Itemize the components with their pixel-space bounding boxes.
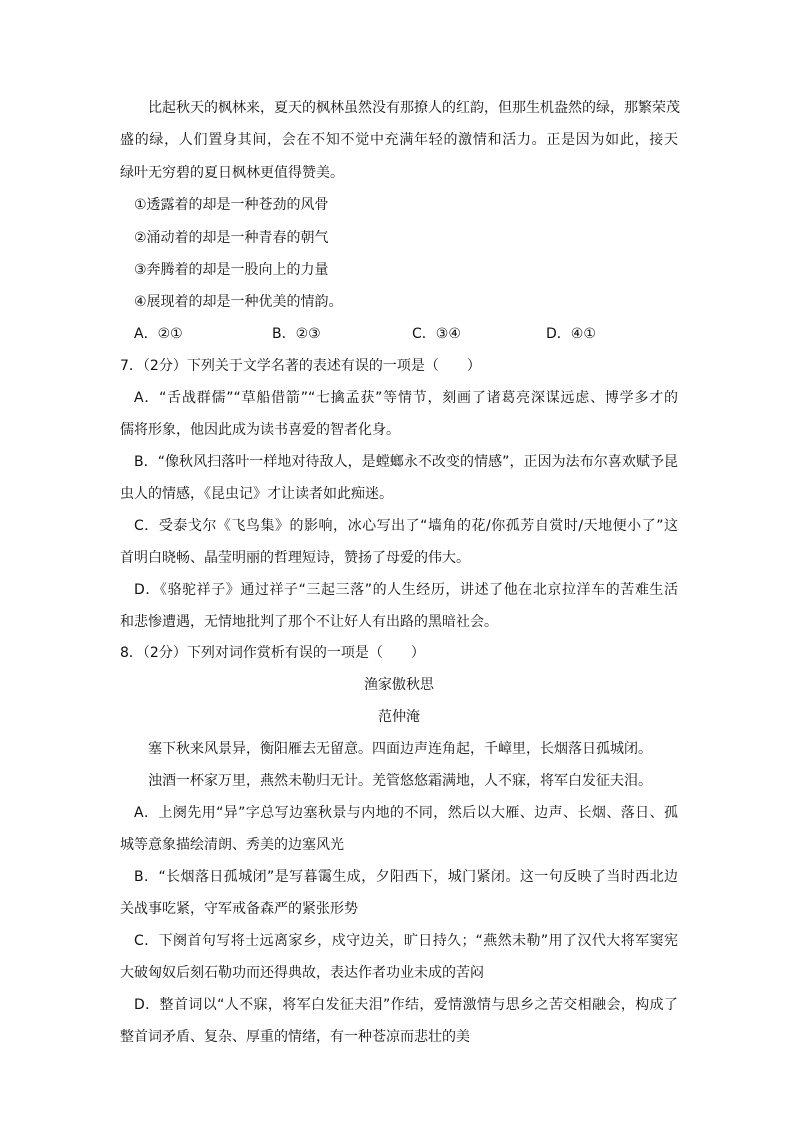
poem-line-1: 塞下秋来风景异，衡阳雁去无留意。四面边声连角起，千嶂里，长烟落日孤城闭。 xyxy=(148,741,652,757)
answer-c: C．③④ xyxy=(412,326,461,342)
q7-stem: 7．（2分）下列关于文学名著的表述有误的一项是（ ） xyxy=(120,358,481,374)
choice-1: ①透露着的却是一种苍劲的风骨 xyxy=(134,197,329,213)
choice-4: ④展现着的却是一种优美的情韵。 xyxy=(134,294,343,310)
poem-line-2: 浊酒一杯家万里，燕然未勒归无计。羌管悠悠霜满地，人不寐，将军白发征夫泪。 xyxy=(148,773,652,789)
q8-option-c-line-2: 大破匈奴后刻石勒功而还得典故，表达作者功业未成的苦闷 xyxy=(120,965,484,981)
q8-option-a-line-2: 城等意象描绘清朗、秀美的边塞风光 xyxy=(120,837,344,853)
answer-d: D．④① xyxy=(546,326,596,342)
passage-line-2: 盛的绿，人们置身其间，会在不知不觉中充满年轻的激情和活力。正是因为如此，接天 xyxy=(120,132,678,148)
q7-option-d-line-1: D．《骆驼祥子》通过祥子“三起三落”的人生经历，讲述了他在北京拉洋车的苦难生活 xyxy=(134,582,678,598)
q8-option-d-line-1: D．整首词以“人不寐，将军白发征夫泪”作结，爱情激情与思乡之苦交相融会，构成了 xyxy=(134,997,678,1013)
q8-option-b-line-2: 关战事吃紧，守军戒备森严的紧张形势 xyxy=(120,901,358,917)
q8-option-c-line-1: C．下阕首句写将士远离家乡，戍守边关，旷日持久；“燕然未勒”用了汉代大将军窦宪 xyxy=(134,933,678,949)
passage-line-3: 绿叶无穷碧的夏日枫林更值得赞美。 xyxy=(120,165,344,181)
q8-option-d-line-2: 整首词矛盾、复杂、厚重的情绪，有一种苍凉而悲壮的美 xyxy=(120,1029,470,1045)
answer-a: A．②① xyxy=(134,326,183,342)
q7-option-a-line-2: 儒将形象，他因此成为读书喜爱的智者化身。 xyxy=(120,422,400,438)
q8-stem: 8．（2分）下列对词作赏析有误的一项是（ ） xyxy=(120,645,425,661)
q7-option-c-line-2: 首明白晓畅、晶莹明丽的哲理短诗，赞扬了母爱的伟大。 xyxy=(120,550,470,566)
q7-option-b-line-2: 虫人的情感，《昆虫记》才让读者如此痴迷。 xyxy=(120,486,393,502)
poem-title: 渔家傲秋思 xyxy=(364,677,434,693)
poem-author: 范仲淹 xyxy=(378,709,420,725)
q7-option-b-line-1: B．“像秋风扫落叶一样地对待敌人，是螳螂永不改变的情感”，正因为法布尔喜欢赋予昆 xyxy=(134,454,678,470)
answer-b: B．②③ xyxy=(272,326,321,342)
q7-option-a-line-1: A．“舌战群儒”“草船借箭”“七擒孟获”等情节，刻画了诸葛亮深谋远虑、博学多才的 xyxy=(134,390,678,406)
q8-option-b-line-1: B．“长烟落日孤城闭”是写暮霭生成，夕阳西下，城门紧闭。这一句反映了当时西北边 xyxy=(134,869,678,885)
q8-option-a-line-1: A．上阕先用“异”字总写边塞秋景与内地的不同，然后以大雁、边声、长烟、落日、孤 xyxy=(134,805,678,821)
q7-option-c-line-1: C．受泰戈尔《飞鸟集》的影响，冰心写出了“墙角的花/你孤芳自赏时/天地便小了”这 xyxy=(134,518,678,534)
answer-options xyxy=(134,324,596,344)
passage-line-1: 比起秋天的枫林来，夏天的枫林虽然没有那撩人的红韵，但那生机盎然的绿，那繁荣茂 xyxy=(148,100,680,116)
choice-2: ②涌动着的却是一种青春的朝气 xyxy=(134,230,329,246)
choice-3: ③奔腾着的却是一股向上的力量 xyxy=(134,262,329,278)
q7-option-d-line-2: 和悲惨遭遇，无情地批判了那个不让好人有出路的黑暗社会。 xyxy=(120,614,498,630)
